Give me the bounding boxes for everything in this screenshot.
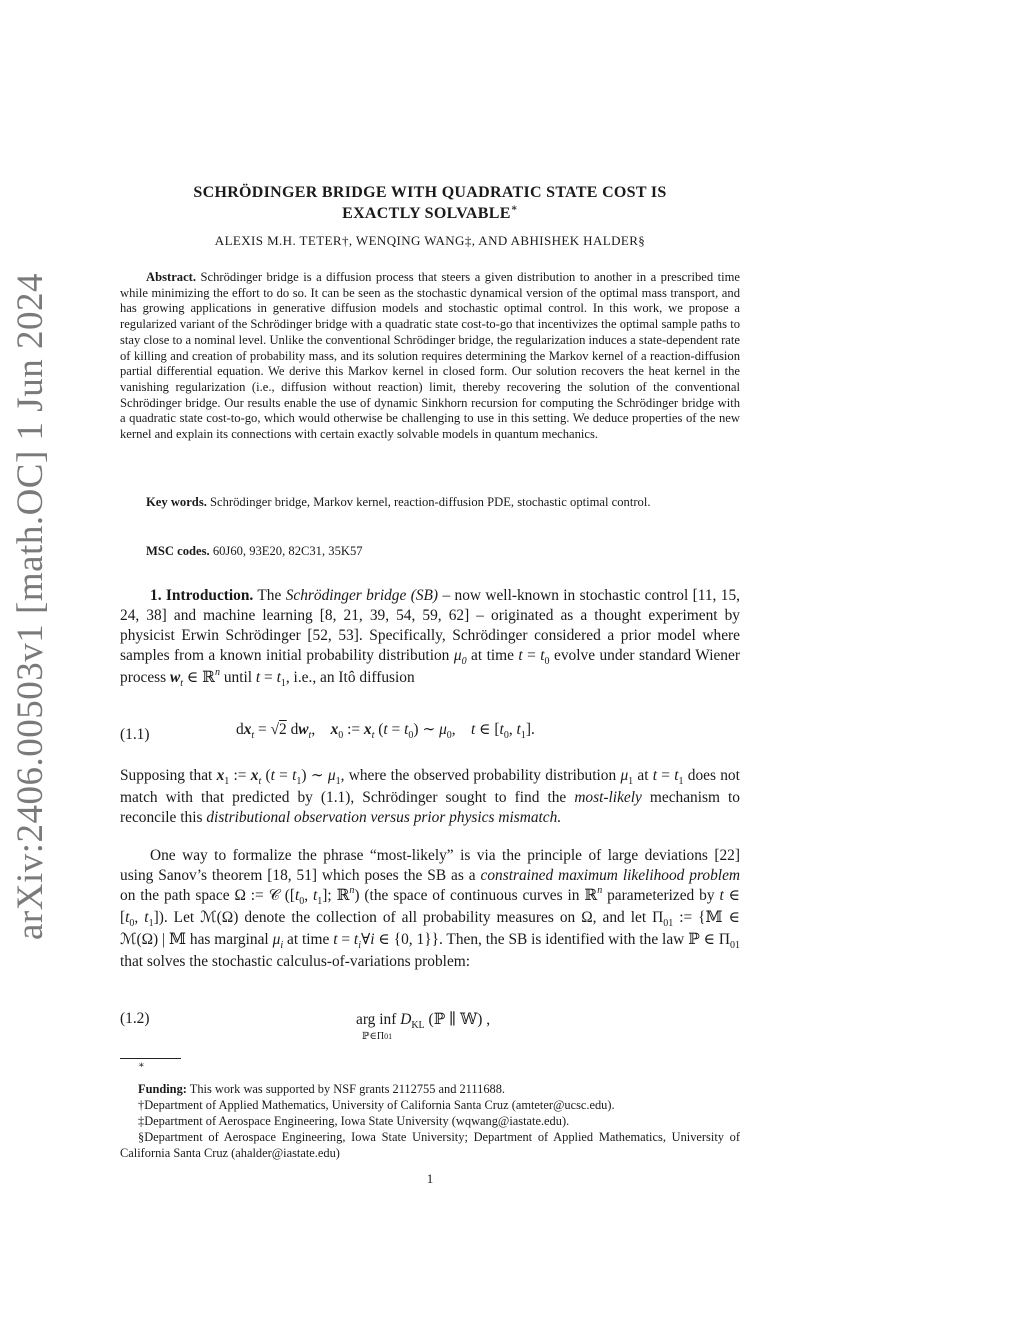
intro-text: One way to formalize the phrase “most-likely” is via the principle of large deviations [22] using Sanov’s theorem [18, 51] which poses the SB as a <box>120 847 740 884</box>
intro-text: parameterized by <box>607 887 715 904</box>
title-footnote-mark: ∗ <box>510 203 518 214</box>
footnote-section: §Department of Aerospace Engineering, Iowa State University; Department of Applied Mathematics, University of California Santa Cruz (ahalder@iastate.edu) <box>120 1130 740 1160</box>
intro-text: at time <box>471 647 514 664</box>
intro-text: denote the collection of all probability measures on Ω, and let <box>244 909 647 926</box>
intro-text: evolve under standard Wiener process <box>120 647 740 686</box>
keywords <box>120 494 740 510</box>
intro-paragraph-3: One way to formalize the phrase “most-likely” is via the principle of large deviations [22] using Sanov’s theorem [18, 51] which poses the SB as a constrained maximum likelihood problem on the path space Ω := 𝒞 ([$t_0$, $t_1$]; ℝ$^n$) (the space of continuous curves in ℝ$^n$ parameterized by t ∈ [$t_0$, $t_1$]). Let ℳ(Ω) denote the collection of all probability measures on Ω, and let $\Pi_{01}$ := {𝕄 ∈ ℳ(Ω) | 𝕄 has marginal $\mu_i$ at time $t = t_i\forall i$ ∈ {0, 1}}. Then, the SB is identified with the law ℙ ∈ $\Pi_{01}$ that solves the stochastic calculus-of-variations problem: <box>120 847 741 970</box>
funding-text: This work was supported by NSF grants 2112755 and 2111688. <box>189 1082 506 1096</box>
equation-content: arg inf ℙ∈Π01 $D_{KL}$ (ℙ ∥ 𝕎) , <box>356 1011 491 1042</box>
intro-text: . Then, the SB is identified with the law <box>438 931 685 948</box>
intro-text: at <box>637 767 649 784</box>
msc-label: MSC codes. <box>146 544 210 558</box>
intro-text: on the path space <box>120 887 230 904</box>
intro-text: Supposing that <box>120 767 213 784</box>
intro-text: has marginal <box>189 931 269 948</box>
abstract <box>120 270 740 443</box>
intro-text: that solves the stochastic calculus-of-variations problem: <box>120 953 471 970</box>
msc-text: 60J60, 93E20, 82C31, 35K57 <box>212 544 363 558</box>
equation-label: (1.1) <box>120 726 150 743</box>
footnotes <box>120 1060 740 1161</box>
intro-text: , where the observed probability distribution <box>340 767 617 784</box>
footnote-star: ∗ <box>138 1060 145 1071</box>
footnote-dagger: †Department of Applied Mathematics, University of California Santa Cruz (amteter@ucsc.edu). <box>138 1098 615 1112</box>
funding-label: Funding: <box>138 1082 187 1096</box>
intro-text: ). Let <box>158 909 195 926</box>
msc-codes <box>120 544 740 559</box>
equation-label: (1.2) <box>120 1010 150 1027</box>
mismatch-term: distributional observation versus prior physics mismatch. <box>206 809 562 826</box>
cml-term: constrained maximum likelihood problem <box>480 867 741 884</box>
intro-text: at time <box>286 931 330 948</box>
intro-paragraph-1: 1. Introduction. The Schrödinger bridge (SB) – now well-known in stochastic control [11, 15, 24, 38] and machine learning [8, 21, 39, 54, 59, 62] – originated as a thought experiment by physicist Erwin Schrödinger [52, 53]. Specifically, Schrödinger considered a prior model where samples from a known initial probability distribution $\mu_0$ at time $t = t_0$ evolve under standard Wiener process $w_t$ ∈ ℝ$^n$ until $t = t_1$, i.e., an Itô diffusion <box>120 587 740 689</box>
title-line-1: SCHRÖDINGER BRIDGE WITH QUADRATIC STATE COST IS <box>193 184 667 201</box>
intro-text: – now well-known in stochastic control [11, 15, 24, 38] and machine learning [8, 21, 39, 54, 59, 62] – originated as a thought experiment by physicist Erwin Schrödinger [52, 53]. Specifically, Schrödinger considered a prior model where samples from a known initial probability distribution <box>120 587 740 664</box>
intro-text: until <box>223 669 253 686</box>
intro-text: mechanism to reconcile this <box>120 789 740 826</box>
page-number: 1 <box>426 1171 434 1186</box>
keywords-label: Key words. <box>146 495 207 509</box>
section-heading: 1. Introduction. <box>150 587 254 604</box>
intro-text: (the space of continuous curves in <box>364 887 580 904</box>
sb-term: Schrödinger bridge (SB) <box>285 587 439 604</box>
arxiv-side-stamp: arXiv:2406.00503v1 [math.OC] 1 Jun 2024 <box>10 273 51 940</box>
keywords-text: Schrödinger bridge, Markov kernel, reaction-diffusion PDE, stochastic optimal control. <box>210 495 651 509</box>
footnote-rule <box>120 1058 181 1059</box>
intro-text: The <box>257 587 282 604</box>
title-line-2: EXACTLY SOLVABLE <box>342 205 511 222</box>
author-list: ALEXIS M.H. TETER†, WENQING WANG‡, AND ABHISHEK HALDER§ <box>214 233 646 248</box>
abstract-text: Schrödinger bridge is a diffusion process that steers a given distribution to another in a prescribed time while minimizing the effort to do so. It can be seen as the stochastic dynamical version of the optimal mass transport, and has growing applications in generative diffusion models and stochastic optimal control. In this work, we propose a regularized variant of the Schrödinger bridge with a quadratic state cost-to-go that incentivizes the optimal sample paths to stay close to a nominal level. Unlike the conventional Schrödinger bridge, the regularization induces a state-dependent rate of killing and creation of probability mass, and its solution requires determining the Markov kernel of a reaction-diffusion partial differential equation. We derive this Markov kernel in closed form. Our solution recovers the heat kernel in the vanishing regularization (i.e., diffusion without reaction) limit, thereby recovering the solution of the conventional Schrödinger bridge. Our results enable the use of dynamic Sinkhorn recursion for computing the Schrödinger bridge with a quadratic state cost-to-go, which would otherwise be challenging to use in this setting. We deduce properties of the new kernel and explain its connections with certain exactly solvable models in quantum mechanics. <box>120 270 740 442</box>
intro-paragraph-2: Supposing that $x_1$ := $x_t$ $(t = t_1)$ ∼ $\mu_1$, where the observed probability distribution $\mu_1$ at $t = t_1$ does not match with that predicted by (1.1), Schrödinger sought to find the most-likely mechanism to reconcile this distributional observation versus prior physics mismatch. <box>120 767 740 826</box>
equation-content: $dx_t = √2$ $dw_t$, $x_0$ := $x_t$ $(t = t_0)$ ∼ $\mu_0$, t ∈ [$t_0$, $t_1$]. <box>236 721 535 741</box>
most-likely-term: most-likely <box>574 789 642 806</box>
footnote-ddagger: ‡Department of Aerospace Engineering, Iowa State University (wqwang@iastate.edu). <box>138 1114 570 1128</box>
intro-text: , i.e., an Itô diffusion <box>285 669 415 686</box>
abstract-label: Abstract. <box>146 270 197 284</box>
paper-title <box>120 182 740 226</box>
intro-text: does not match with that predicted by (1.1), Schrödinger sought to find the <box>120 767 740 806</box>
